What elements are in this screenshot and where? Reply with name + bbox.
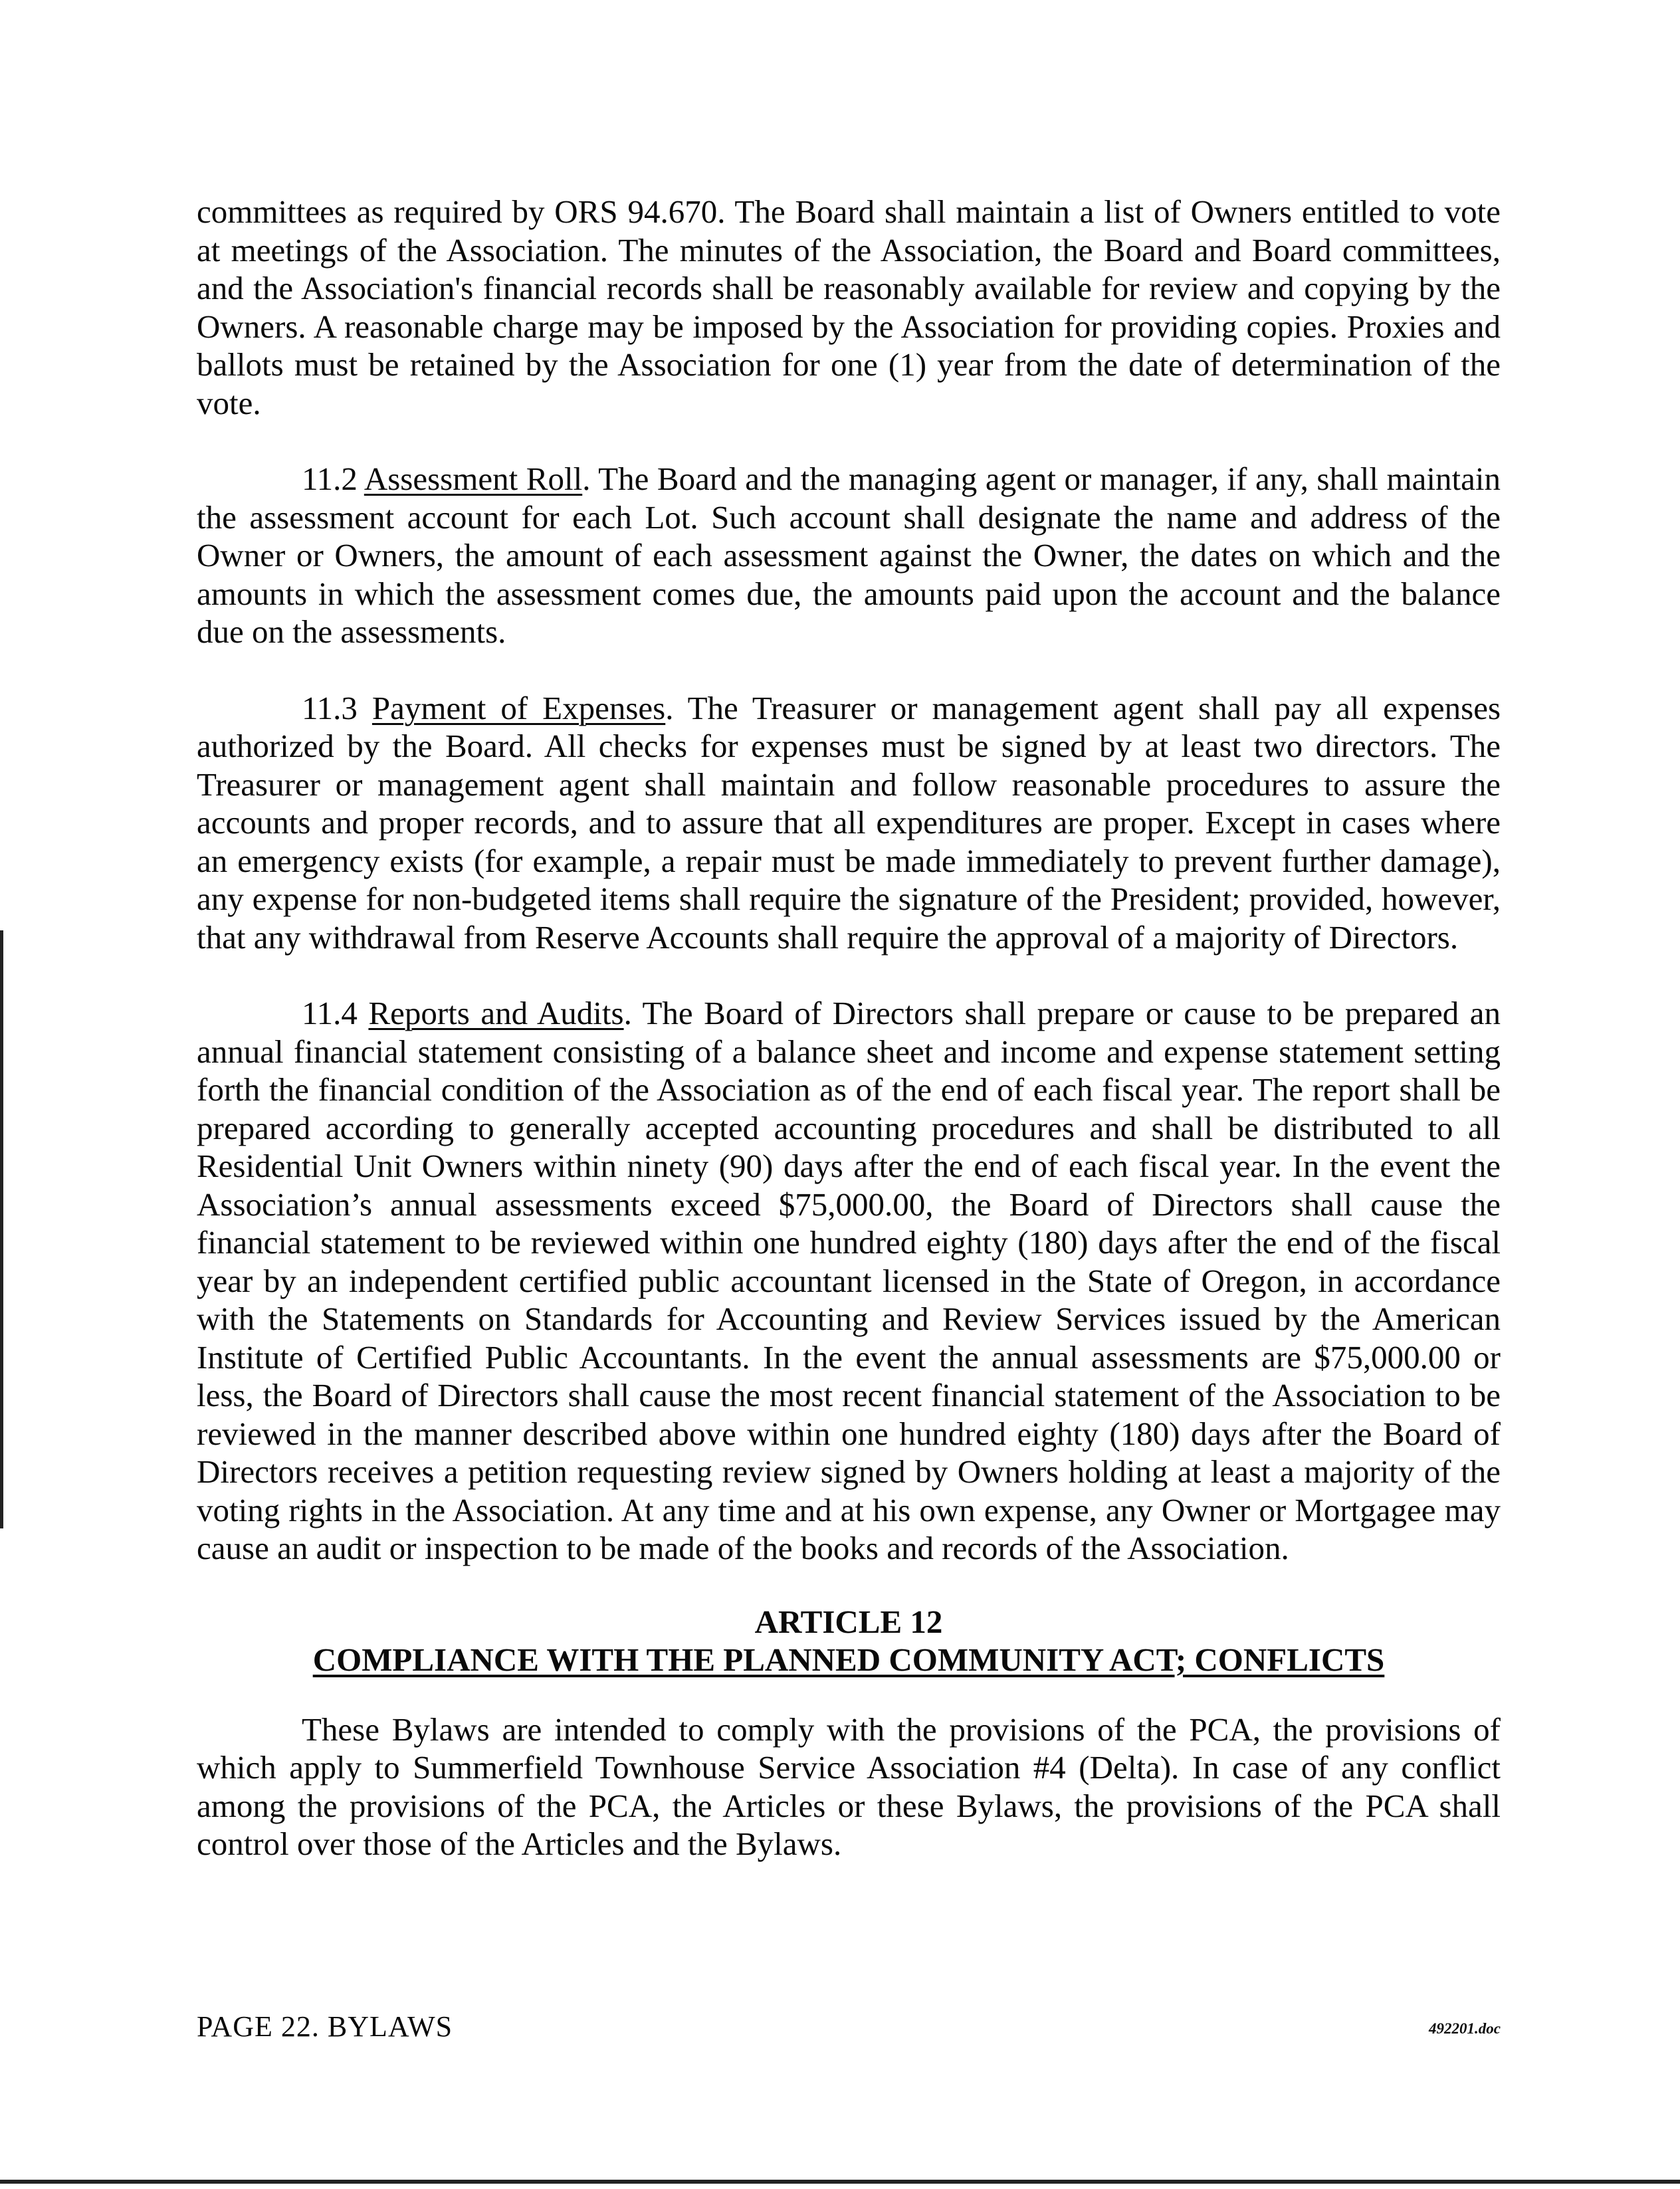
paragraph-text: The Board and the managing agent or manager, if any, shall maintain the assessment account for each Lot. Such account shall designate the name and address of the Owner or Owners, the amount of each assessment against the Owner, the dates on which and the amounts in which the assessment comes due, the amounts paid upon the account and the balance due on the assessments. xyxy=(197,461,1501,650)
section-number: 11.3 xyxy=(302,689,358,726)
paragraph-11-4: 11.4 Reports and Audits. The Board of Directors shall prepare or cause to be prepared an annual financial statement consisting of a balance sheet and income and expense statement setting forth the financial condition of the Association as of the end of each fiscal year. The report shall be prepared according to generally accepted accounting procedures and shall be distributed to all Residential Unit Owners within ninety (90) days after the end of each fiscal year. In the event the Association’s annual assessments exceed $75,000.00, the Board of Directors shall cause the financial statement to be reviewed within one hundred eighty (180) days after the end of the fiscal year by an independent certified public accountant licensed in the State of Oregon, in accordance with the Statements on Standards for Accounting and Review Services issued by the American Institute of Certified Public Accountants. In the event the annual assessments are $75,000.00 or less, the Board of Directors shall cause the most recent financial statement of the Association to be reviewed in the manner described above within one hundred eighty (180) days after the Board of Directors receives a petition requesting review signed by Owners holding at least a majority of the voting rights in the Association. At any time and at his own expense, any Owner or Mortgagee may cause an audit or inspection to be made of the books and records of the Association. xyxy=(197,995,1501,1566)
scan-edge-bottom xyxy=(0,2180,1680,2184)
scan-edge-left xyxy=(0,930,3,1528)
paragraph-text: The Board of Directors shall prepare or cause to be prepared an annual financial statement consisting of a balance sheet and income and expense statement setting forth the financial condition of the Association as of the end of each fiscal year. The report shall be prepared according to generally accepted accounting procedures and shall be distributed to all Residential Unit Owners within ninety (90) days after the end of each fiscal year. In the event the Association’s annual assessments exceed $75,000.00, the Board of Directors shall cause the financial statement to be reviewed within one hundred eighty (180) days after the end of the fiscal year by an independent certified public accountant licensed in the State of Oregon, in accordance with the Statements on Standards for Accounting and Review Services issued by the American Institute of Certified Public Accountants. In the event the annual assessments are $75,000.00 or less, the Board of Directors shall cause the most recent financial statement of the Association to be reviewed in the manner described above within one hundred eighty (180) days after the Board of Directors receives a petition requesting review signed by Owners holding at least a majority of the voting rights in the Association. At any time and at his own expense, any Owner or Mortgagee may cause an audit or inspection to be made of the books and records of the Association. xyxy=(197,995,1501,1566)
section-number: 11.2 xyxy=(302,461,358,497)
body-text xyxy=(197,193,1501,1901)
page-label: PAGE 22. BYLAWS xyxy=(197,2010,453,2043)
article-title: COMPLIANCE WITH THE PLANNED COMMUNITY ACT; CONFLICTS xyxy=(312,1641,1385,1678)
paragraph-11-2: 11.2 Assessment Roll. The Board and the managing agent or manager, if any, shall maintain the assessment account for each Lot. Such account shall designate the name and address of the Owner or Owners, the amount of each assessment against the Owner, the dates on which and the amounts in which the assessment comes due, the amounts paid upon the account and the balance due on the assessments. xyxy=(197,461,1501,650)
section-number: 11.4 xyxy=(302,995,358,1031)
paragraph-article-12 xyxy=(197,1711,1501,1863)
paragraph-text: The Treasurer or management agent shall pay all expenses authorized by the Board. All checks for expenses must be signed by at least two directors. The Treasurer or management agent shall maintain and follow reasonable procedures to assure the accounts and proper records, and to assure that all expenditures are proper. Except in cases where an emergency exists (for example, a repair must be made immediately to prevent further damage), any expense for non-budgeted items shall require the signature of the President; provided, however, that any withdrawal from Reserve Accounts shall require the approval of a majority of Directors. xyxy=(197,689,1501,956)
paragraph-text: These Bylaws are intended to comply with the provisions of the PCA, the provisions of which apply to Summerfield Townhouse Service Association #4 (Delta). In case of any conflict among the provisions of the PCA, the Articles or these Bylaws, the provisions of the PCA shall control over those of the Articles and the Bylaws. xyxy=(197,1711,1501,1862)
paragraph-text: committees as required by ORS 94.670. The Board shall maintain a list of Owners entitled to vote at meetings of the Association. The minutes of the Association, the Board and Board committees, and the Association's financial records shall be reasonably available for review and copying by the Owners. A reasonable charge may be imposed by the Association for providing copies. Proxies and ballots must be retained by the Association for one (1) year from the date of determination of the vote. xyxy=(197,193,1501,421)
article-heading xyxy=(197,1603,1501,1679)
section-heading: Reports and Audits xyxy=(368,995,624,1031)
article-number: ARTICLE 12 xyxy=(754,1603,943,1640)
section-heading: Payment of Expenses xyxy=(371,689,666,726)
paragraph-11-1-continued xyxy=(197,193,1501,422)
document-reference: 492201.doc xyxy=(1429,2020,1501,2037)
section-heading: Assessment Roll xyxy=(364,461,583,497)
paragraph-11-3: 11.3 Payment of Expenses. The Treasurer or management agent shall pay all expenses authorized by the Board. All checks for expenses must be signed by at least two directors. The Treasurer or management agent shall maintain and follow reasonable procedures to assure the accounts and proper records, and to assure that all expenditures are proper. Except in cases where an emergency exists (for example, a repair must be made immediately to prevent further damage), any expense for non-budgeted items shall require the signature of the President; provided, however, that any withdrawal from Reserve Accounts shall require the approval of a majority of Directors. xyxy=(197,689,1501,956)
